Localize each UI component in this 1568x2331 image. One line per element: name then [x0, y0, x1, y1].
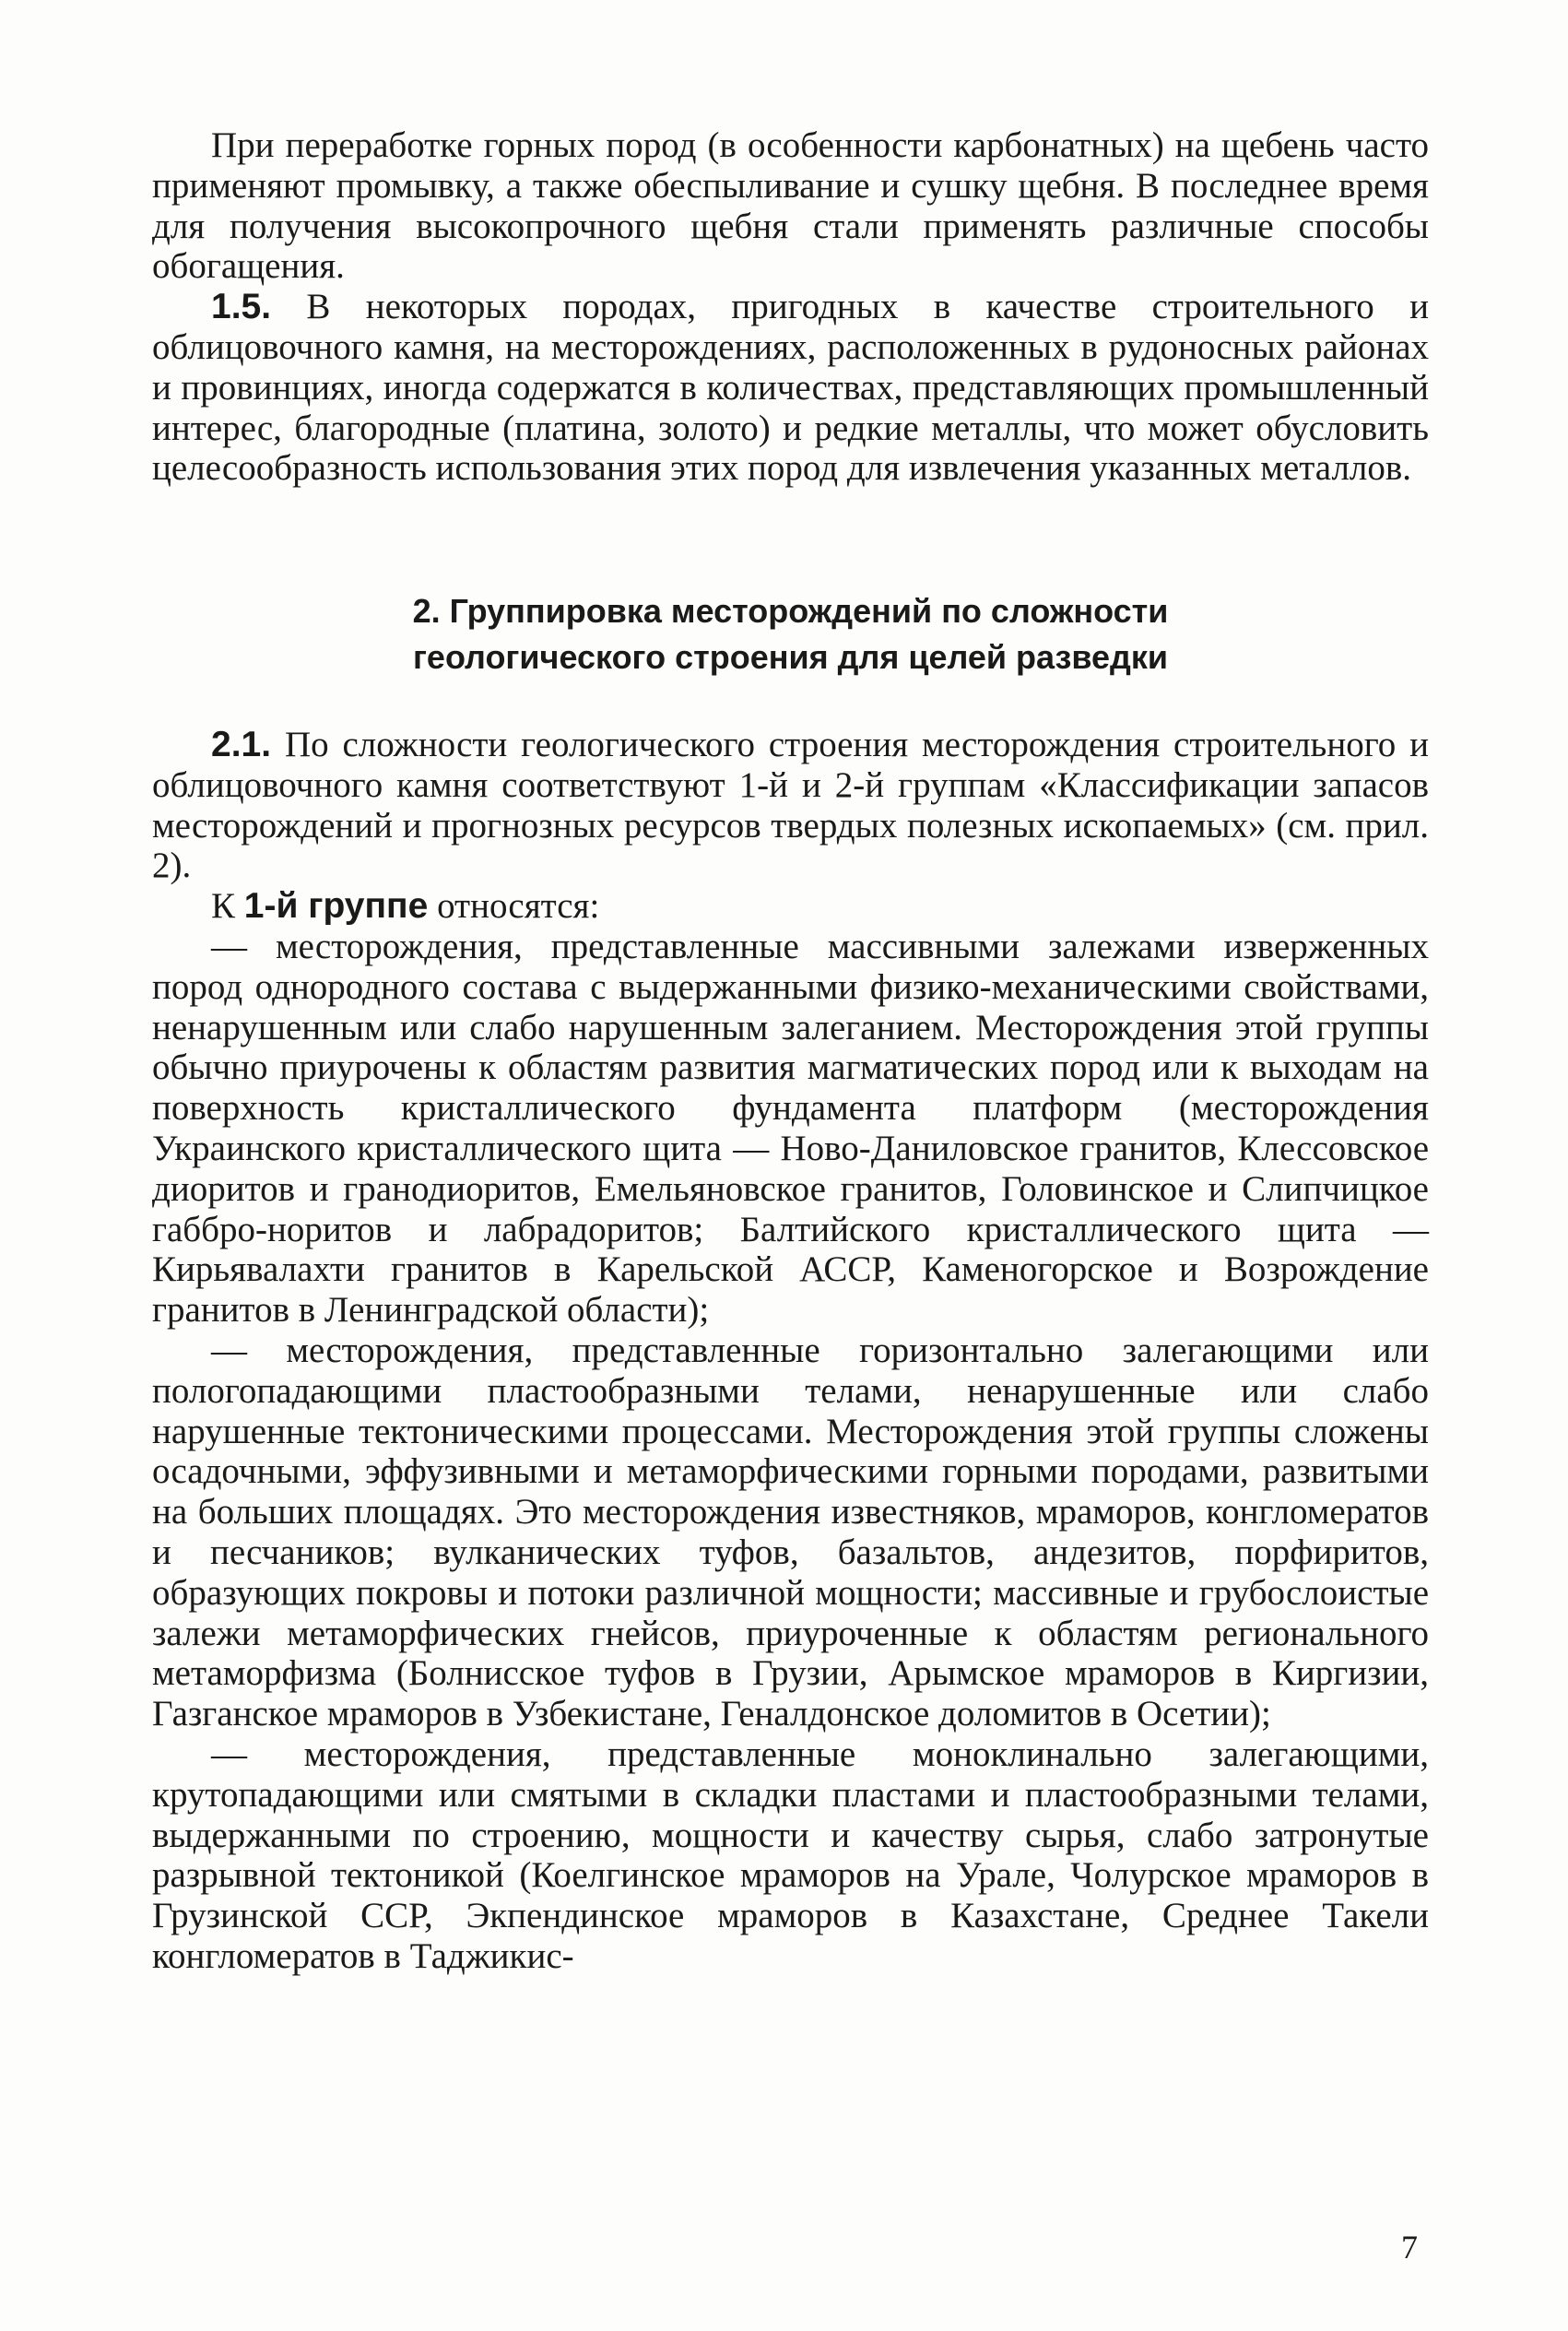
list-item: — месторождения, представленные массивными залежами изверженных пород однородного состава с выдержанными физико-механическими свойствами, ненарушенным или слабо нарушенным залеганием. Месторождения этой группы обычно приурочены к областям развития магматических пород или к выходам на поверхность кристаллического фундамента платформ (месторождения Украинского кристаллического щита — Ново-Даниловское гранитов, Клессовское диоритов и гранодиоритов, Емельяновское гранитов, Головинское и Слипчицкое габбро-норитов и лабрадоритов; Балтийского кристаллического щита — Кирьявалахти гранитов в Карельской АССР, Каменогорское и Возрождение гранитов в Ленинградской области);	[152, 926, 1429, 1331]
paragraph-1-5	[152, 287, 1429, 489]
group-1-label: 1-й группе	[243, 886, 429, 927]
group-intro-prefix: К	[211, 886, 244, 927]
main-text-block	[152, 725, 1429, 1977]
paragraph-text: По сложности геологического строения месторождения строительного и облицовочного камня соответствуют 1-й и 2-й группам «Классификации запасов месторождений и прогнозных ресурсов твердых полезных ископаемых» (см. прил. 2).	[152, 725, 1429, 886]
paragraph-intro: При переработке горных пород (в особенности карбонатных) на щебень часто применяют промывку, а также обеспыливание и сушку щебня. В последнее время для получения высокопрочного щебня стали применять различные способы обогащения.	[152, 125, 1429, 287]
list-item: — месторождения, представленные моноклинально залегающими, крутопадающими или смятыми в складки пластами и пластообразными телами, выдержанными по строению, мощности и качеству сырья, слабо затронутые разрывной тектоникой (Коелгинское мраморов на Урале, Чолурское мраморов в Грузинской ССР, Экпендинское мраморов в Казахстане, Среднее Такели конгломератов в Таджикис-	[152, 1733, 1429, 1976]
top-text-block	[152, 125, 1429, 489]
section-heading-line-2: геологического строения для целей разведки	[412, 638, 1169, 676]
group-1-intro	[152, 886, 1429, 927]
section-heading	[152, 588, 1429, 680]
list-item: — месторождения, представленные горизонтально залегающими или пологопадающими пластообразными телами, ненарушенные или слабо нарушенные тектоническими процессами. Месторождения этой группы сложены осадочными, эффузивными и метаморфическими горными породами, развитыми на больших площадях. Это месторождения известняков, мраморов, конгломератов и песчаников; вулканических туфов, базальтов, андезитов, порфиритов, образующих покровы и потоки различной мощности; массивные и грубослоистые залежи метаморфических гнейсов, приуроченные к областям регионального метаморфизма (Болнисское туфов в Грузии, Арымское мраморов в Киргизии, Газганское мраморов в Узбекистане, Геналдонское доломитов в Осетии);	[152, 1330, 1429, 1734]
group-intro-suffix: относятся:	[428, 886, 600, 927]
section-heading-line-1: 2. Группировка месторождений по сложности	[412, 592, 1169, 630]
paragraph-text: В некоторых породах, пригодных в качестве строительного и облицовочного камня, на месторождениях, расположенных в рудоносных районах и провинциях, иногда содержатся в количествах, представляющих промышленный интерес, благородные (платина, золото) и редкие металлы, что может обусловить целесообразность использования этих пород для извлечения указанных металлов.	[152, 287, 1429, 489]
paragraph-number: 2.1.	[211, 725, 272, 764]
page-number: 7	[1401, 2229, 1418, 2266]
paragraph-2-1	[152, 725, 1429, 886]
paragraph-number: 1.5.	[211, 287, 272, 327]
